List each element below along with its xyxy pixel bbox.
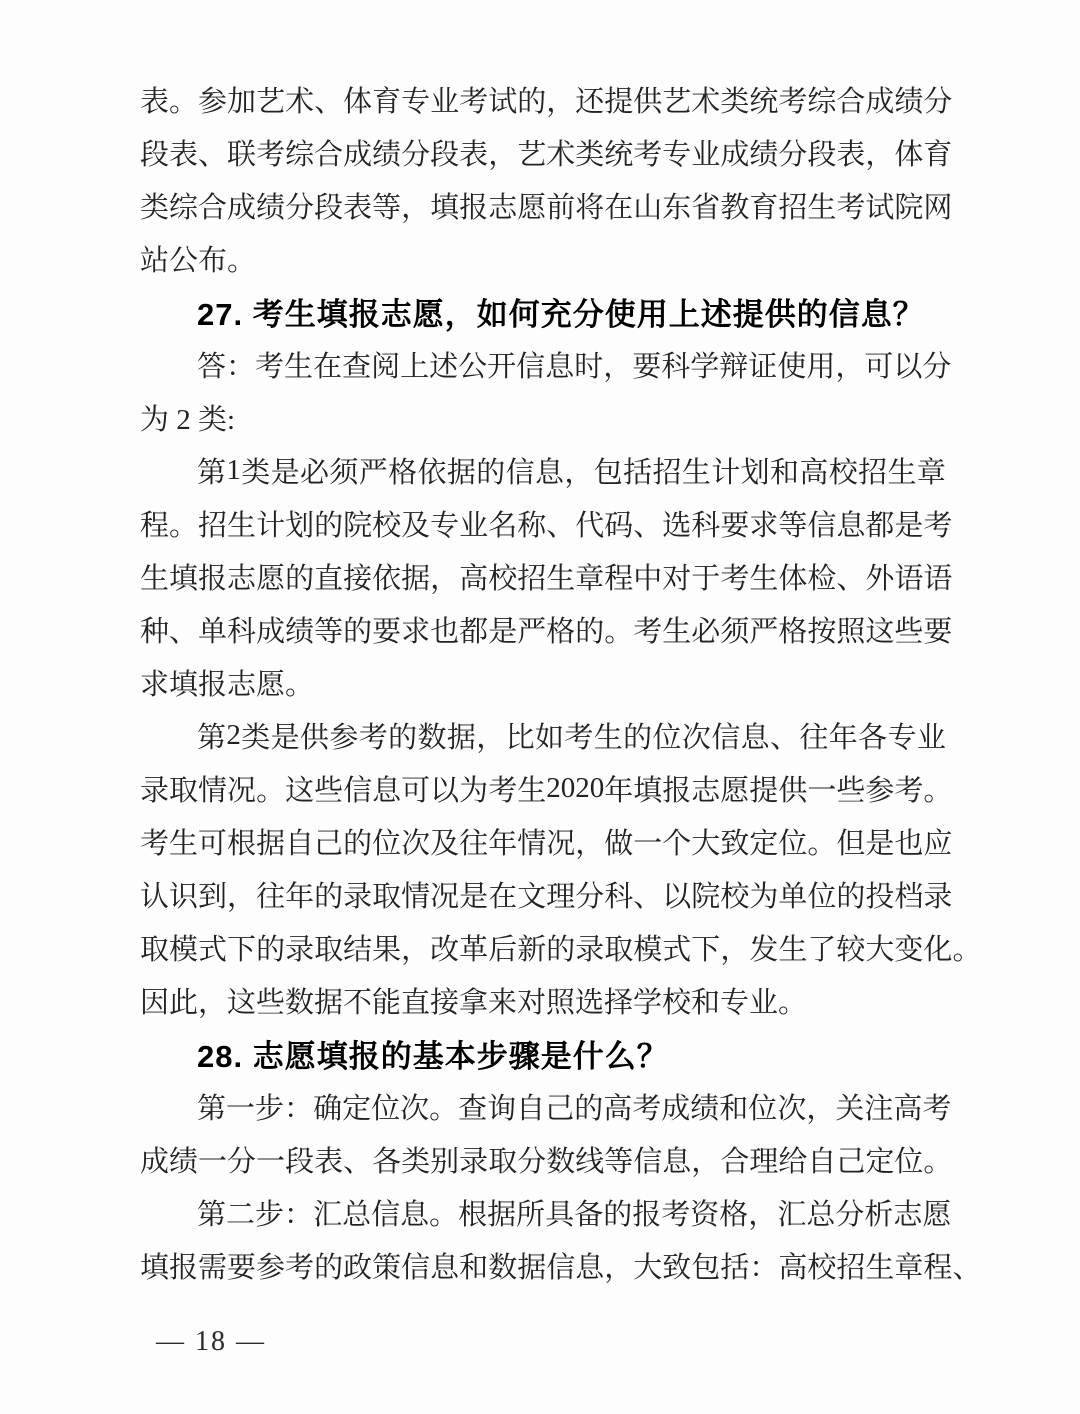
text-line: 第 一 步 ： 确 定 位 次 。 查 询 自 己 的 高 考 成 绩 和 位 次 ， 关 注 高 考 xyxy=(197,1093,952,1125)
text-line: 段 表 、 联 考 综 合 成 绩 分 段 表 ， 艺 术 类 统 考 专 业 成 绩 分 段 表 ， 体 育 xyxy=(140,139,953,171)
text-line: 填 报 需 要 参 考 的 政 策 信 息 和 数 据 信 息 ， 大 致 包 括 ： 高 校 招 生 章 程 、 xyxy=(140,1252,982,1284)
text-line: 程 。 招 生 计 划 的 院 校 及 专 业 名 称 、 代 码 、 选 科 要 求 等 信 息 都 是 考 xyxy=(140,510,953,542)
text-line: 求填报志愿。 xyxy=(140,669,315,701)
text-line: 第 1 类 是 必 须 严 格 依 据 的 信 息 ， 包 括 招 生 计 划 和 高 校 招 生 章 xyxy=(197,454,946,489)
text-line: 为 2 类: xyxy=(140,404,236,436)
text-line: 第 2 类 是 供 参 考 的 数 据 ， 比 如 考 生 的 位 次 信 息 、 往 年 各 专 业 xyxy=(197,719,946,754)
text-line: 种 、 单 科 成 绩 等 的 要 求 也 都 是 严 格 的 。 考 生 必 须 严 格 按 照 这 些 要 xyxy=(140,616,953,648)
text-line: 考 生 可 根 据 自 己 的 位 次 及 往 年 情 况 ， 做 一 个 大 致 定 位 。 但 是 也 应 xyxy=(140,828,953,860)
text-line: 取 模 式 下 的 录 取 结 果 ， 改 革 后 新 的 录 取 模 式 下 ， 发 生 了 较 大 变 化 。 xyxy=(140,934,982,966)
text-line: 认 识 到 ， 往 年 的 录 取 情 况 是 在 文 理 分 科 、 以 院 校 为 单 位 的 投 档 录 xyxy=(140,881,953,913)
text-line: 成 绩 一 分 一 段 表 、 各 类 别 录 取 分 数 线 等 信 息 ， 合 理 给 自 己 定 位 。 xyxy=(140,1146,953,1178)
text-line: 表 。 参 加 艺 术 、 体 育 专 业 考 试 的 ， 还 提 供 艺 术 类 统 考 综 合 成 绩 分 xyxy=(140,86,953,118)
text-line: 类 综 合 成 绩 分 段 表 等 ， 填 报 志 愿 前 将 在 山 东 省 教 育 招 生 考 试 院 网 xyxy=(140,192,953,224)
question-heading: 27. 考生填报志愿，如何充分使用上述提供的信息？ xyxy=(197,297,925,332)
text-line: 因此，这些数据不能直接拿来对照选择学校和专业。 xyxy=(140,987,808,1019)
text-line: 答 ： 考 生 在 查 阅 上 述 公 开 信 息 时 ， 要 科 学 辩 证 使 用 ， 可 以 分 xyxy=(197,351,952,383)
text-line: 站公布。 xyxy=(140,245,257,277)
question-heading: 28. 志愿填报的基本步骤是什么？ xyxy=(197,1039,669,1074)
text-line: 生 填 报 志 愿 的 直 接 依 据 ， 高 校 招 生 章 程 中 对 于 考 生 体 检 、 外 语 语 xyxy=(140,563,953,595)
text-line: 第 二 步 ： 汇 总 信 息 。 根 据 所 具 备 的 报 考 资 格 ， 汇 总 分 析 志 愿 xyxy=(197,1199,952,1231)
document-text-block xyxy=(140,73,982,1292)
text-line: 录 取 情 况 。 这 些 信 息 可 以 为 考 生 2020 年 填 报 志 愿 提 供 一 些 参 考 。 xyxy=(140,772,953,807)
page-number: — 18 — xyxy=(156,1326,266,1357)
